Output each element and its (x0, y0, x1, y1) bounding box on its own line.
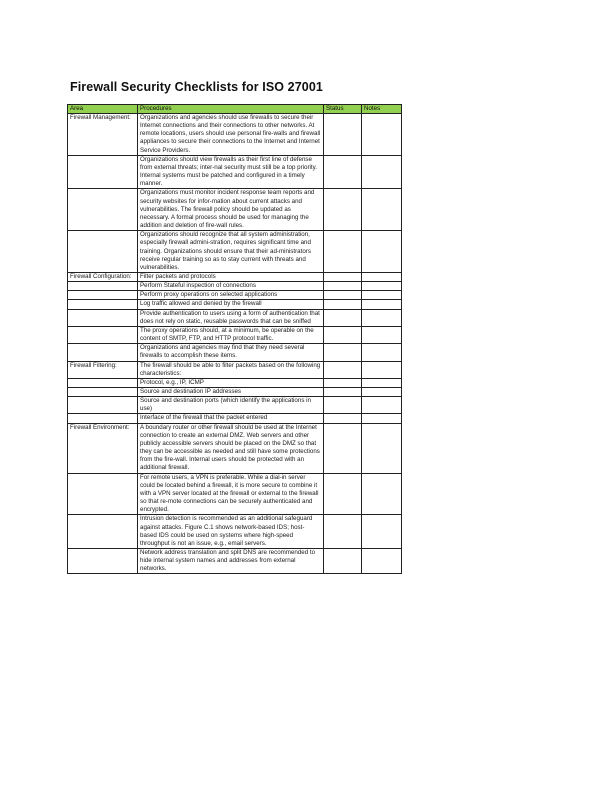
header-area: Area (68, 105, 138, 114)
table-row (68, 291, 402, 300)
area-cell-empty (68, 548, 138, 573)
checklist-table (67, 104, 402, 574)
status-cell[interactable] (324, 282, 362, 291)
area-cell-empty (68, 515, 138, 549)
status-cell[interactable] (324, 397, 362, 414)
area-cell-empty (68, 231, 138, 273)
procedure-cell: Network address translation and split DNS are recommended to hide internal system names and addresses from external networks. (138, 548, 324, 573)
status-cell[interactable] (324, 155, 362, 189)
procedure-cell: Organizations and agencies should use firewalls to secure their Internet connections and their connections to other networks. At remote locations, users should use personal fire-walls and firewall appliances to secure their connections to the Internet and Internet Service Providers. (138, 114, 324, 156)
notes-cell[interactable] (362, 300, 402, 309)
area-cell-empty (68, 189, 138, 231)
status-cell[interactable] (324, 114, 362, 156)
table-body (68, 114, 402, 574)
notes-cell[interactable] (362, 231, 402, 273)
area-cell-empty (68, 326, 138, 343)
notes-cell[interactable] (362, 155, 402, 189)
status-cell[interactable] (324, 548, 362, 573)
notes-cell[interactable] (362, 548, 402, 573)
header-notes: Notes (362, 105, 402, 114)
status-cell[interactable] (324, 344, 362, 361)
table-row (68, 114, 402, 156)
table-row (68, 231, 402, 273)
notes-cell[interactable] (362, 414, 402, 423)
table-row (68, 282, 402, 291)
table-row (68, 378, 402, 387)
table-row (68, 300, 402, 309)
area-cell-empty (68, 309, 138, 326)
notes-cell[interactable] (362, 378, 402, 387)
procedure-cell: Organizations must monitor incident response team reports and security websites for infor-mation about current attacks and vulnerabilities. The firewall policy should be updated as necessary. A formal process should be used for managing the addition and deletion of fire-wall rules. (138, 189, 324, 231)
status-cell[interactable] (324, 414, 362, 423)
notes-cell[interactable] (362, 388, 402, 397)
procedure-cell: Organizations should recognize that all system administration, especially firewall admini-stration, requires significant time and training. Organizations should ensure that their ad-ministrators receive regular training so as to stay current with threats and vulnerabilities. (138, 231, 324, 273)
table-row (68, 397, 402, 414)
procedure-cell: Perform Stateful inspection of connections (138, 282, 324, 291)
table-row (68, 361, 402, 378)
status-cell[interactable] (324, 272, 362, 281)
status-cell[interactable] (324, 231, 362, 273)
table-row (68, 548, 402, 573)
table-row (68, 515, 402, 549)
area-cell-empty (68, 397, 138, 414)
notes-cell[interactable] (362, 189, 402, 231)
status-cell[interactable] (324, 423, 362, 473)
procedure-cell: The proxy operations should, at a minimum, be operable on the content of SMTP, FTP, and HTTP protocol traffic. (138, 326, 324, 343)
table-row (68, 309, 402, 326)
table-row (68, 189, 402, 231)
area-cell-empty (68, 282, 138, 291)
procedure-cell: Source and destination ports (which identify the applications in use) (138, 397, 324, 414)
status-cell[interactable] (324, 309, 362, 326)
table-row (68, 155, 402, 189)
area-cell-empty (68, 291, 138, 300)
area-cell-empty (68, 344, 138, 361)
table-row (68, 473, 402, 515)
procedure-cell: Protocol, e.g., IP, ICMP (138, 378, 324, 387)
area-cell-empty (68, 414, 138, 423)
status-cell[interactable] (324, 515, 362, 549)
procedure-cell: The firewall should be able to filter packets based on the following characteristics: (138, 361, 324, 378)
table-row (68, 344, 402, 361)
table-row (68, 272, 402, 281)
area-cell: Firewall Environment: (68, 423, 138, 473)
procedure-cell: Log traffic allowed and denied by the firewall (138, 300, 324, 309)
procedure-cell: For remote users, a VPN is preferable. While a dial-in server could be located behind a firewall, it is more secure to combine it with a VPN server located at the firewall or external to the firewall so that re-mote connections can be securely authenticated and encrypted. (138, 473, 324, 515)
notes-cell[interactable] (362, 515, 402, 549)
procedure-cell: Organizations should view firewalls as their first line of defense from external threats; inter-nal security must still be a top priority. Internal systems must be patched and configured in a timely manner. (138, 155, 324, 189)
notes-cell[interactable] (362, 309, 402, 326)
area-cell-empty (68, 473, 138, 515)
notes-cell[interactable] (362, 272, 402, 281)
area-cell-empty (68, 300, 138, 309)
procedure-cell: Intrusion detection is recommended as an additional safeguard against attacks. Figure C.1 shows network-based IDS; host-based IDS could be used on systems where high-speed throughput is not an issue, e.g., email servers. (138, 515, 324, 549)
notes-cell[interactable] (362, 344, 402, 361)
header-status: Status (324, 105, 362, 114)
area-cell-empty (68, 378, 138, 387)
document-title: Firewall Security Checklists for ISO 27001 (70, 80, 323, 94)
area-cell-empty (68, 155, 138, 189)
procedure-cell: Organizations and agencies may find that they need several firewalls to accomplish these items. (138, 344, 324, 361)
procedure-cell: Perform proxy operations on selected applications (138, 291, 324, 300)
table-row (68, 326, 402, 343)
notes-cell[interactable] (362, 291, 402, 300)
area-cell: Firewall Configuration: (68, 272, 138, 281)
notes-cell[interactable] (362, 361, 402, 378)
status-cell[interactable] (324, 361, 362, 378)
notes-cell[interactable] (362, 473, 402, 515)
status-cell[interactable] (324, 189, 362, 231)
procedure-cell: Source and destination IP addresses (138, 388, 324, 397)
area-cell-empty (68, 388, 138, 397)
status-cell[interactable] (324, 326, 362, 343)
procedure-cell: Interface of the firewall that the packet entered (138, 414, 324, 423)
procedure-cell: A boundary router or other firewall should be used at the Internet connection to create an external DMZ. Web servers and other publicly accessible servers should be placed on the DMZ so that they can be accessible as needed and still have some protections from the fire-wall. Internal users should be protected with an additional firewall. (138, 423, 324, 473)
notes-cell[interactable] (362, 114, 402, 156)
status-cell[interactable] (324, 300, 362, 309)
table-header-row (68, 105, 402, 114)
notes-cell[interactable] (362, 282, 402, 291)
status-cell[interactable] (324, 473, 362, 515)
area-cell: Firewall Management: (68, 114, 138, 156)
procedure-cell: Filter packets and protocols (138, 272, 324, 281)
table-row (68, 388, 402, 397)
area-cell: Firewall Filtering: (68, 361, 138, 378)
status-cell[interactable] (324, 378, 362, 387)
table-row (68, 414, 402, 423)
notes-cell[interactable] (362, 423, 402, 473)
status-cell[interactable] (324, 388, 362, 397)
notes-cell[interactable] (362, 326, 402, 343)
notes-cell[interactable] (362, 397, 402, 414)
header-procedures: Procedures (138, 105, 324, 114)
status-cell[interactable] (324, 291, 362, 300)
table-row (68, 423, 402, 473)
procedure-cell: Provide authentication to users using a form of authentication that does not rely on static, reusable passwords that can be sniffed (138, 309, 324, 326)
